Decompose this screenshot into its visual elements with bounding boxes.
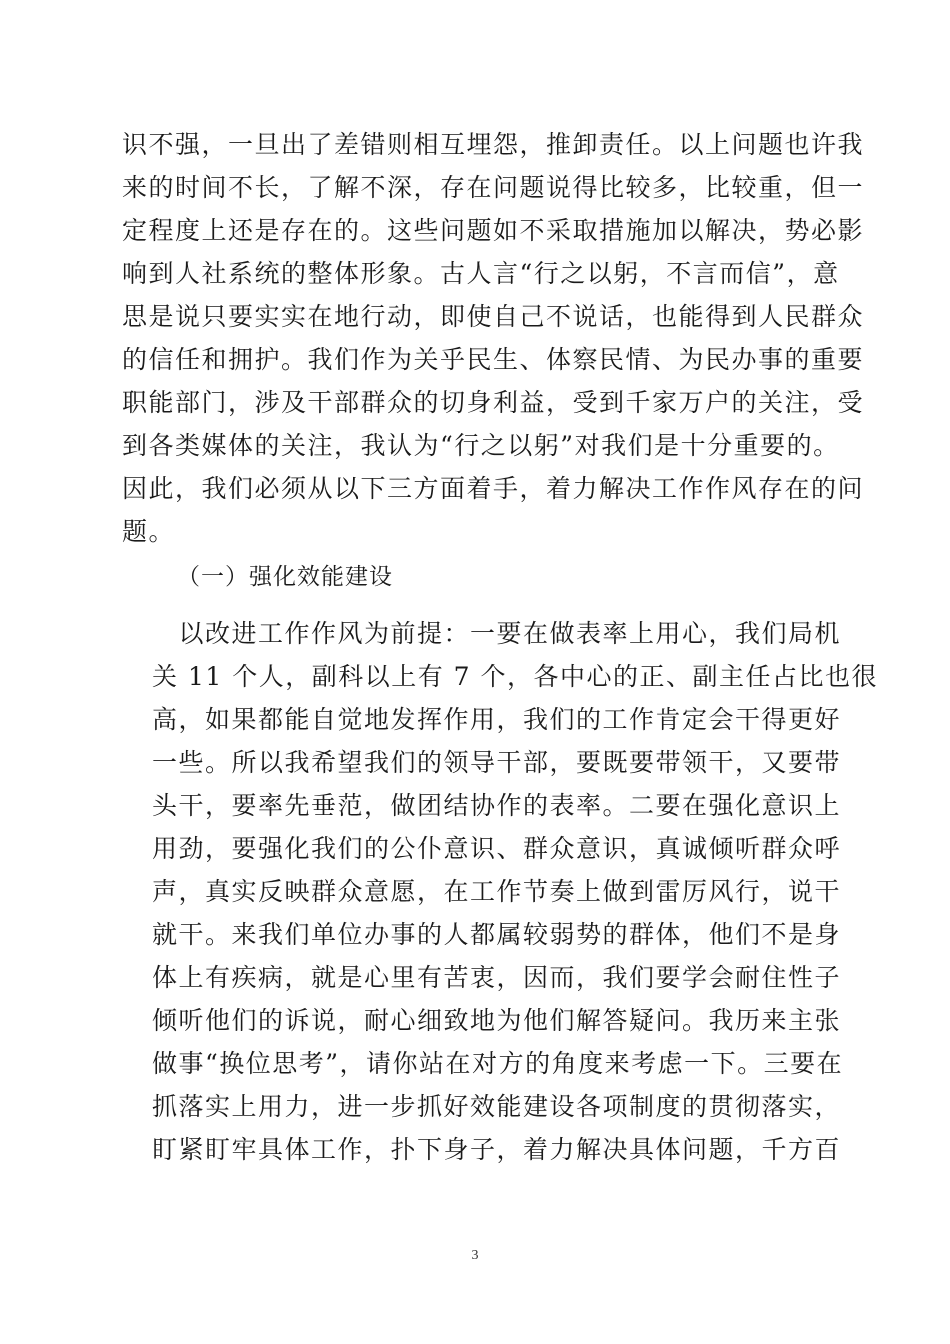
paragraph-line: 抓落实上用力，进一步抓好效能建设各项制度的贯彻落实， xyxy=(152,1092,842,1121)
paragraph-line: 的信任和拥护。我们作为关乎民生、体察民情、为民办事的重要 xyxy=(122,345,865,374)
paragraph-line: 因此，我们必须从以下三方面着手，着力解决工作作风存在的问 xyxy=(122,474,865,503)
paragraph-line: 职能部门，涉及干部群众的切身利益，受到千家万户的关注，受 xyxy=(122,388,865,417)
paragraph-line: 高，如果都能自觉地发挥作用，我们的工作肯定会干得更好 xyxy=(152,705,842,734)
paragraph-line: 定程度上还是存在的。这些问题如不采取措施加以解决，势必影 xyxy=(122,216,865,245)
paragraph-line: 用劲，要强化我们的公仆意识、群众意识，真诚倾听群众呼 xyxy=(152,834,842,863)
paragraph-line: 体上有疾病，就是心里有苦衷，因而，我们要学会耐住性子 xyxy=(152,963,842,992)
paragraph-line: 声，真实反映群众意愿，在工作节奏上做到雷厉风行，说干 xyxy=(152,877,842,906)
paragraph-line: 一些。所以我希望我们的领导干部，要既要带领干，又要带 xyxy=(152,748,842,777)
paragraph-line: 题。 xyxy=(122,517,176,546)
paragraph-line: 响到人社系统的整体形象。古人言“行之以躬，不言而信”，意 xyxy=(122,259,840,288)
paragraph-line: 来的时间不长，了解不深，存在问题说得比较多，比较重，但一 xyxy=(122,173,865,202)
paragraph-line: 做事“换位思考”，请你站在对方的角度来考虑一下。三要在 xyxy=(152,1049,844,1078)
paragraph-line: 盯紧盯牢具体工作，扑下身子，着力解决具体问题，千方百 xyxy=(152,1135,842,1164)
paragraph-line: 头干，要率先垂范，做团结协作的表率。二要在强化意识上 xyxy=(152,791,842,820)
paragraph-line: 识不强，一旦出了差错则相互埋怨，推卸责任。以上问题也许我 xyxy=(122,130,865,159)
paragraph-line: 就干。来我们单位办事的人都属较弱势的群体，他们不是身 xyxy=(152,920,842,949)
page-number: 3 xyxy=(471,1248,479,1263)
section-heading: （一）强化效能建设 xyxy=(177,564,393,590)
paragraph-line: 以改进工作作风为前提：一要在做表率上用心，我们局机 xyxy=(152,619,842,648)
paragraph-line: 关 11 个人，副科以上有 7 个，各中心的正、副主任占比也很 xyxy=(152,662,879,691)
paragraph-line: 思是说只要实实在地行动，即使自己不说话，也能得到人民群众 xyxy=(122,302,865,331)
paragraph-line: 倾听他们的诉说，耐心细致地为他们解答疑问。我历来主张 xyxy=(152,1006,842,1035)
paragraph-line: 到各类媒体的关注，我认为“行之以躬”对我们是十分重要的。 xyxy=(122,431,840,460)
